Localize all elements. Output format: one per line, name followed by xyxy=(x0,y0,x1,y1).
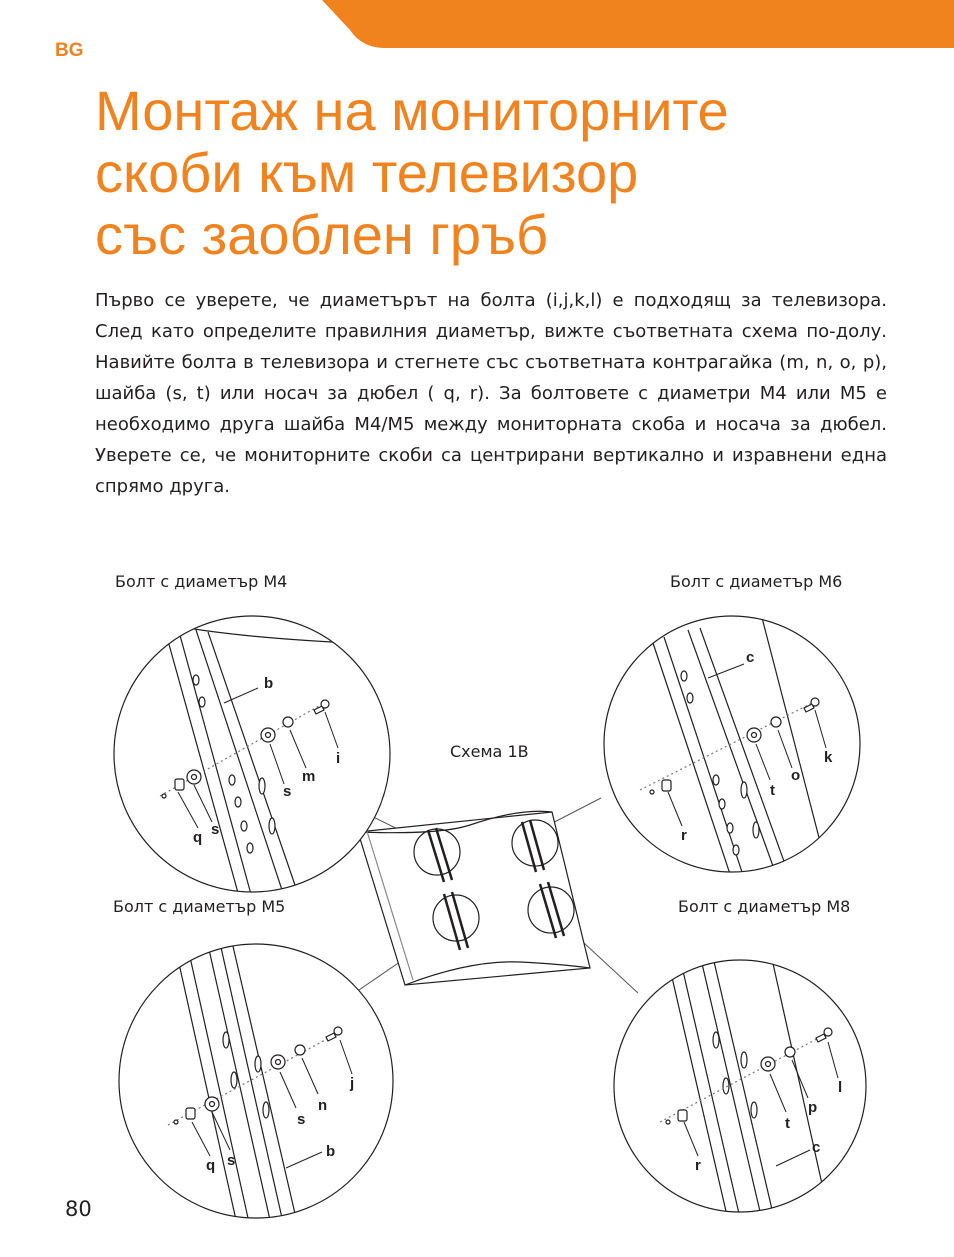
part-label-r: r xyxy=(681,827,687,844)
label-bolt-m4: Болт с диаметър M4 xyxy=(115,572,288,591)
part-label-o: o xyxy=(791,767,801,784)
detail-m6 xyxy=(604,610,860,880)
part-label-t: t xyxy=(770,782,775,799)
page-number: 80 xyxy=(65,1197,92,1221)
tv-illustration xyxy=(358,811,590,985)
part-label-s4: s xyxy=(227,1152,236,1169)
part-label-q: q xyxy=(193,829,203,846)
part-label-k: k xyxy=(824,749,833,766)
part-label-s2: s xyxy=(211,821,220,838)
title-line-2: скоби към телевизор xyxy=(95,141,639,204)
part-label-r2: r xyxy=(695,1157,701,1174)
label-bolt-m5: Болт с диаметър M5 xyxy=(113,897,286,916)
part-label-l: l xyxy=(838,1079,843,1096)
title-line-1: Монтаж на мониторните xyxy=(95,79,729,142)
part-label-c: c xyxy=(746,649,755,666)
title-line-3: със заоблен гръб xyxy=(95,203,549,266)
part-label-b: b xyxy=(264,675,274,692)
label-scheme: Схема 1В xyxy=(450,742,529,761)
detail-m8 xyxy=(614,950,866,1220)
part-label-n: n xyxy=(318,1097,328,1114)
part-label-c2: c xyxy=(812,1139,821,1156)
detail-m4 xyxy=(114,616,400,900)
part-label-b2: b xyxy=(326,1143,336,1160)
language-code: BG xyxy=(55,40,84,61)
label-bolt-m8: Болт с диаметър M8 xyxy=(678,897,851,916)
part-label-s: s xyxy=(283,783,292,800)
part-label-j: j xyxy=(350,1075,355,1092)
part-label-t2: t xyxy=(785,1115,790,1132)
part-label-p: p xyxy=(808,1099,818,1116)
instructions-paragraph: Първо се уверете, че диаметърът на болта (i,j,k,l) е подходящ за телевизора. След като определите правилния диаметър, вижте съответната схема по-долу. Навийте болта в телевизора и стегнете със съответната контрагайка (m, n, o, p), шайба (s, t) или носач за дюбел ( q, r). За болтовете с диаметри M4 или M5 е необходимо друга шайба M4/M5 между мониторната скоба и носача за дюбел. Уверете се, че мониторните скоби са центрирани вертикално и изравнени една спрямо друга. xyxy=(95,290,887,497)
part-label-q2: q xyxy=(206,1157,216,1174)
part-label-s3: s xyxy=(297,1111,306,1128)
part-label-i: i xyxy=(336,750,341,767)
part-label-m: m xyxy=(302,768,316,785)
detail-m5 xyxy=(119,942,393,1220)
label-bolt-m6: Болт с диаметър M6 xyxy=(670,572,843,591)
